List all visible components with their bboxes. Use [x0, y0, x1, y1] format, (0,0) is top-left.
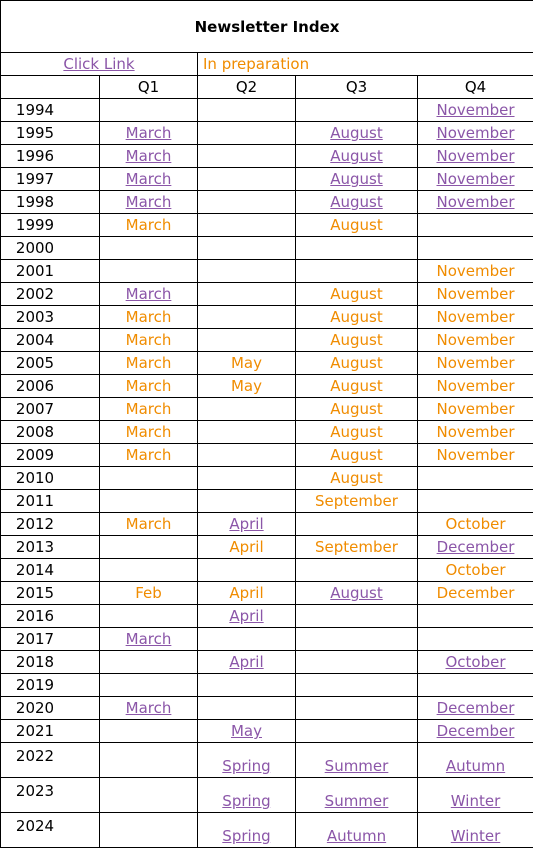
q2-cell — [198, 260, 296, 283]
issue-in-preparation: August — [330, 423, 383, 441]
q2-cell — [198, 605, 296, 628]
table-row — [1, 421, 533, 444]
q4-cell — [418, 467, 533, 490]
header-q4: Q4 — [418, 76, 533, 99]
q1-cell — [100, 99, 198, 122]
q3-cell — [296, 674, 418, 697]
year-cell: 2021 — [1, 720, 100, 743]
issue-link[interactable]: March — [125, 285, 172, 303]
year-cell: 2009 — [1, 444, 100, 467]
q3-cell — [296, 99, 418, 122]
q2-cell — [198, 778, 296, 813]
issue-link[interactable]: Autumn — [445, 757, 506, 775]
issue-in-preparation: August — [330, 400, 383, 418]
table-row — [1, 720, 533, 743]
q1-cell — [100, 813, 198, 848]
issue-link[interactable]: Autumn — [326, 827, 387, 845]
issue-in-preparation: March — [125, 423, 172, 441]
q3-cell — [296, 605, 418, 628]
issue-in-preparation: August — [330, 446, 383, 464]
q1-cell — [100, 168, 198, 191]
issue-link[interactable]: March — [125, 124, 172, 142]
issue-in-preparation: May — [230, 354, 262, 372]
year-cell: 2024 — [1, 813, 100, 848]
table-row — [1, 513, 533, 536]
q4-cell — [418, 651, 533, 674]
issue-in-preparation: August — [330, 216, 383, 234]
q2-cell — [198, 168, 296, 191]
q3-cell — [296, 283, 418, 306]
header-q3: Q3 — [296, 76, 418, 99]
issue-in-preparation: August — [330, 285, 383, 303]
q1-cell — [100, 651, 198, 674]
q1-cell — [100, 421, 198, 444]
issue-link[interactable]: Spring — [222, 757, 271, 775]
table-row — [1, 651, 533, 674]
year-cell: 2019 — [1, 674, 100, 697]
q4-cell — [418, 813, 533, 848]
issue-in-preparation: April — [229, 538, 264, 556]
legend-in-preparation: In preparation — [203, 55, 310, 73]
q2-cell — [198, 122, 296, 145]
q1-cell — [100, 214, 198, 237]
year-cell: 1997 — [1, 168, 100, 191]
issue-in-preparation: May — [230, 377, 262, 395]
table-row — [1, 490, 533, 513]
issue-link[interactable]: December — [436, 699, 515, 717]
issue-in-preparation: October — [445, 561, 506, 579]
q2-cell — [198, 329, 296, 352]
header-q1: Q1 — [100, 76, 198, 99]
q3-cell — [296, 444, 418, 467]
year-cell: 1998 — [1, 191, 100, 214]
year-cell: 2017 — [1, 628, 100, 651]
issue-in-preparation: November — [436, 354, 515, 372]
q4-cell — [418, 513, 533, 536]
q1-cell — [100, 467, 198, 490]
table-row — [1, 743, 533, 778]
issue-link[interactable]: Spring — [222, 827, 271, 845]
issue-link[interactable]: March — [125, 699, 172, 717]
q1-cell — [100, 720, 198, 743]
q1-cell — [100, 352, 198, 375]
table-row — [1, 329, 533, 352]
q2-cell — [198, 582, 296, 605]
q2-cell — [198, 375, 296, 398]
table-row — [1, 283, 533, 306]
issue-link[interactable]: March — [125, 630, 172, 648]
issue-link[interactable]: August — [330, 193, 383, 211]
q4-cell — [418, 283, 533, 306]
q1-cell — [100, 237, 198, 260]
q4-cell — [418, 99, 533, 122]
year-cell: 2011 — [1, 490, 100, 513]
q3-cell — [296, 352, 418, 375]
q3-cell — [296, 536, 418, 559]
year-cell: 2005 — [1, 352, 100, 375]
q4-cell — [418, 559, 533, 582]
q2-cell — [198, 306, 296, 329]
issue-in-preparation: November — [436, 331, 515, 349]
issue-in-preparation: November — [436, 400, 515, 418]
issue-link[interactable]: Summer — [324, 757, 389, 775]
issue-link[interactable]: October — [445, 653, 506, 671]
issue-in-preparation: August — [330, 469, 383, 487]
table-row — [1, 697, 533, 720]
year-cell: 2012 — [1, 513, 100, 536]
q4-cell — [418, 329, 533, 352]
issue-link[interactable]: March — [125, 147, 172, 165]
q4-cell — [418, 743, 533, 778]
q1-cell — [100, 329, 198, 352]
legend-link-cell — [1, 53, 198, 76]
year-cell: 2000 — [1, 237, 100, 260]
q4-cell — [418, 421, 533, 444]
q2-cell — [198, 651, 296, 674]
q2-cell — [198, 283, 296, 306]
q2-cell — [198, 444, 296, 467]
q3-cell — [296, 421, 418, 444]
q4-cell — [418, 191, 533, 214]
q1-cell — [100, 605, 198, 628]
issue-link[interactable]: March — [125, 193, 172, 211]
q3-cell — [296, 697, 418, 720]
q1-cell — [100, 398, 198, 421]
issue-in-preparation: Feb — [135, 584, 162, 602]
issue-in-preparation: November — [436, 377, 515, 395]
issue-link[interactable]: November — [436, 101, 515, 119]
q4-cell — [418, 536, 533, 559]
table-row — [1, 398, 533, 421]
q1-cell — [100, 306, 198, 329]
q4-cell — [418, 352, 533, 375]
table-row — [1, 813, 533, 848]
q4-cell — [418, 122, 533, 145]
q4-cell — [418, 697, 533, 720]
table-row — [1, 99, 533, 122]
issue-in-preparation: August — [330, 377, 383, 395]
year-cell: 1996 — [1, 145, 100, 168]
issue-link[interactable]: Summer — [324, 792, 389, 810]
issue-in-preparation: September — [315, 538, 398, 556]
q1-cell — [100, 283, 198, 306]
issue-in-preparation: March — [125, 446, 172, 464]
issue-in-preparation: November — [436, 262, 515, 280]
q2-cell — [198, 145, 296, 168]
q3-cell — [296, 191, 418, 214]
issue-link[interactable]: Winter — [450, 827, 501, 845]
table-row — [1, 536, 533, 559]
q3-cell — [296, 490, 418, 513]
q3-cell — [296, 214, 418, 237]
table-row — [1, 444, 533, 467]
q3-cell — [296, 329, 418, 352]
table-row — [1, 605, 533, 628]
q3-cell — [296, 145, 418, 168]
table-row — [1, 168, 533, 191]
issue-link[interactable]: August — [330, 584, 383, 602]
year-cell: 2001 — [1, 260, 100, 283]
year-cell: 2002 — [1, 283, 100, 306]
table-row — [1, 145, 533, 168]
q2-cell — [198, 421, 296, 444]
q1-cell — [100, 145, 198, 168]
table-row — [1, 467, 533, 490]
year-cell: 2016 — [1, 605, 100, 628]
table-body — [1, 1, 533, 848]
issue-link[interactable]: April — [229, 653, 264, 671]
q4-cell — [418, 237, 533, 260]
year-cell: 2022 — [1, 743, 100, 778]
header-year-cell — [1, 76, 100, 99]
issue-link[interactable]: November — [436, 193, 515, 211]
q2-cell — [198, 467, 296, 490]
issue-in-preparation: March — [125, 400, 172, 418]
year-cell: 2015 — [1, 582, 100, 605]
q3-cell — [296, 778, 418, 813]
q1-cell — [100, 513, 198, 536]
issue-in-preparation: November — [436, 285, 515, 303]
q2-cell — [198, 214, 296, 237]
table-row — [1, 237, 533, 260]
issue-in-preparation: March — [125, 216, 172, 234]
q3-cell — [296, 122, 418, 145]
q3-cell — [296, 467, 418, 490]
q2-cell — [198, 99, 296, 122]
q2-cell — [198, 237, 296, 260]
table-row — [1, 260, 533, 283]
year-cell: 2020 — [1, 697, 100, 720]
q1-cell — [100, 375, 198, 398]
q4-cell — [418, 145, 533, 168]
issue-link[interactable]: May — [230, 722, 262, 740]
q2-cell — [198, 559, 296, 582]
q2-cell — [198, 352, 296, 375]
q1-cell — [100, 697, 198, 720]
table-row — [1, 214, 533, 237]
q4-cell — [418, 214, 533, 237]
issue-link[interactable]: Spring — [222, 792, 271, 810]
issue-in-preparation: March — [125, 377, 172, 395]
table-row — [1, 306, 533, 329]
q3-cell — [296, 582, 418, 605]
issue-link[interactable]: November — [436, 124, 515, 142]
issue-in-preparation: October — [445, 515, 506, 533]
year-cell: 2007 — [1, 398, 100, 421]
q1-cell — [100, 122, 198, 145]
table-row — [1, 375, 533, 398]
q4-cell — [418, 260, 533, 283]
q1-cell — [100, 191, 198, 214]
issue-in-preparation: March — [125, 354, 172, 372]
table-row — [1, 122, 533, 145]
q1-cell — [100, 536, 198, 559]
issue-in-preparation: August — [330, 308, 383, 326]
issue-link[interactable]: November — [436, 147, 515, 165]
issue-in-preparation: August — [330, 331, 383, 349]
q3-cell — [296, 398, 418, 421]
issue-link[interactable]: April — [229, 515, 264, 533]
issue-in-preparation: November — [436, 423, 515, 441]
table-row — [1, 191, 533, 214]
q3-cell — [296, 237, 418, 260]
issue-in-preparation: September — [315, 492, 398, 510]
q1-cell — [100, 743, 198, 778]
q4-cell — [418, 605, 533, 628]
legend-click-link[interactable]: Click Link — [63, 55, 135, 73]
q4-cell — [418, 375, 533, 398]
q3-cell — [296, 260, 418, 283]
q2-cell — [198, 697, 296, 720]
q2-cell — [198, 513, 296, 536]
year-cell: 2013 — [1, 536, 100, 559]
issue-link[interactable]: December — [436, 538, 515, 556]
table-row — [1, 352, 533, 375]
q1-cell — [100, 490, 198, 513]
issue-in-preparation: August — [330, 354, 383, 372]
q3-cell — [296, 628, 418, 651]
q4-cell — [418, 720, 533, 743]
issue-link[interactable]: August — [330, 124, 383, 142]
issue-link[interactable]: April — [229, 607, 264, 625]
q1-cell — [100, 674, 198, 697]
issue-link[interactable]: August — [330, 170, 383, 188]
q2-cell — [198, 720, 296, 743]
issue-in-preparation: March — [125, 331, 172, 349]
year-cell: 2018 — [1, 651, 100, 674]
issue-link[interactable]: March — [125, 170, 172, 188]
q3-cell — [296, 651, 418, 674]
table-row — [1, 559, 533, 582]
issue-link[interactable]: December — [436, 722, 515, 740]
q2-cell — [198, 813, 296, 848]
q3-cell — [296, 559, 418, 582]
q3-cell — [296, 168, 418, 191]
q2-cell — [198, 743, 296, 778]
year-cell: 2014 — [1, 559, 100, 582]
year-cell: 2006 — [1, 375, 100, 398]
q3-cell — [296, 743, 418, 778]
q2-cell — [198, 398, 296, 421]
table-row — [1, 582, 533, 605]
issue-in-preparation: November — [436, 446, 515, 464]
q3-cell — [296, 306, 418, 329]
q4-cell — [418, 444, 533, 467]
year-cell: 2010 — [1, 467, 100, 490]
q4-cell — [418, 628, 533, 651]
q2-cell — [198, 628, 296, 651]
q4-cell — [418, 778, 533, 813]
issue-in-preparation: March — [125, 515, 172, 533]
q3-cell — [296, 813, 418, 848]
q3-cell — [296, 375, 418, 398]
q4-cell — [418, 582, 533, 605]
issue-in-preparation: April — [229, 584, 264, 602]
legend-prep-cell — [198, 53, 533, 76]
issue-in-preparation: November — [436, 308, 515, 326]
issue-in-preparation: December — [436, 584, 515, 602]
q4-cell — [418, 168, 533, 191]
issue-in-preparation: March — [125, 308, 172, 326]
q4-cell — [418, 306, 533, 329]
issue-link[interactable]: November — [436, 170, 515, 188]
q3-cell — [296, 513, 418, 536]
year-cell: 1994 — [1, 99, 100, 122]
year-cell: 2023 — [1, 778, 100, 813]
year-cell: 2004 — [1, 329, 100, 352]
q1-cell — [100, 778, 198, 813]
page-title: Newsletter Index — [1, 1, 533, 53]
q1-cell — [100, 444, 198, 467]
year-cell: 2008 — [1, 421, 100, 444]
table-row — [1, 778, 533, 813]
issue-link[interactable]: August — [330, 147, 383, 165]
year-cell: 1999 — [1, 214, 100, 237]
year-cell: 2003 — [1, 306, 100, 329]
q3-cell — [296, 720, 418, 743]
year-cell: 1995 — [1, 122, 100, 145]
legend-row — [1, 53, 533, 76]
q1-cell — [100, 582, 198, 605]
q1-cell — [100, 559, 198, 582]
q2-cell — [198, 536, 296, 559]
q2-cell — [198, 191, 296, 214]
header-row — [1, 76, 533, 99]
q4-cell — [418, 398, 533, 421]
table-row — [1, 674, 533, 697]
title-row — [1, 1, 533, 53]
q4-cell — [418, 674, 533, 697]
q1-cell — [100, 260, 198, 283]
q4-cell — [418, 490, 533, 513]
q2-cell — [198, 674, 296, 697]
header-q2: Q2 — [198, 76, 296, 99]
table-row — [1, 628, 533, 651]
q2-cell — [198, 490, 296, 513]
issue-link[interactable]: Winter — [450, 792, 501, 810]
q1-cell — [100, 628, 198, 651]
